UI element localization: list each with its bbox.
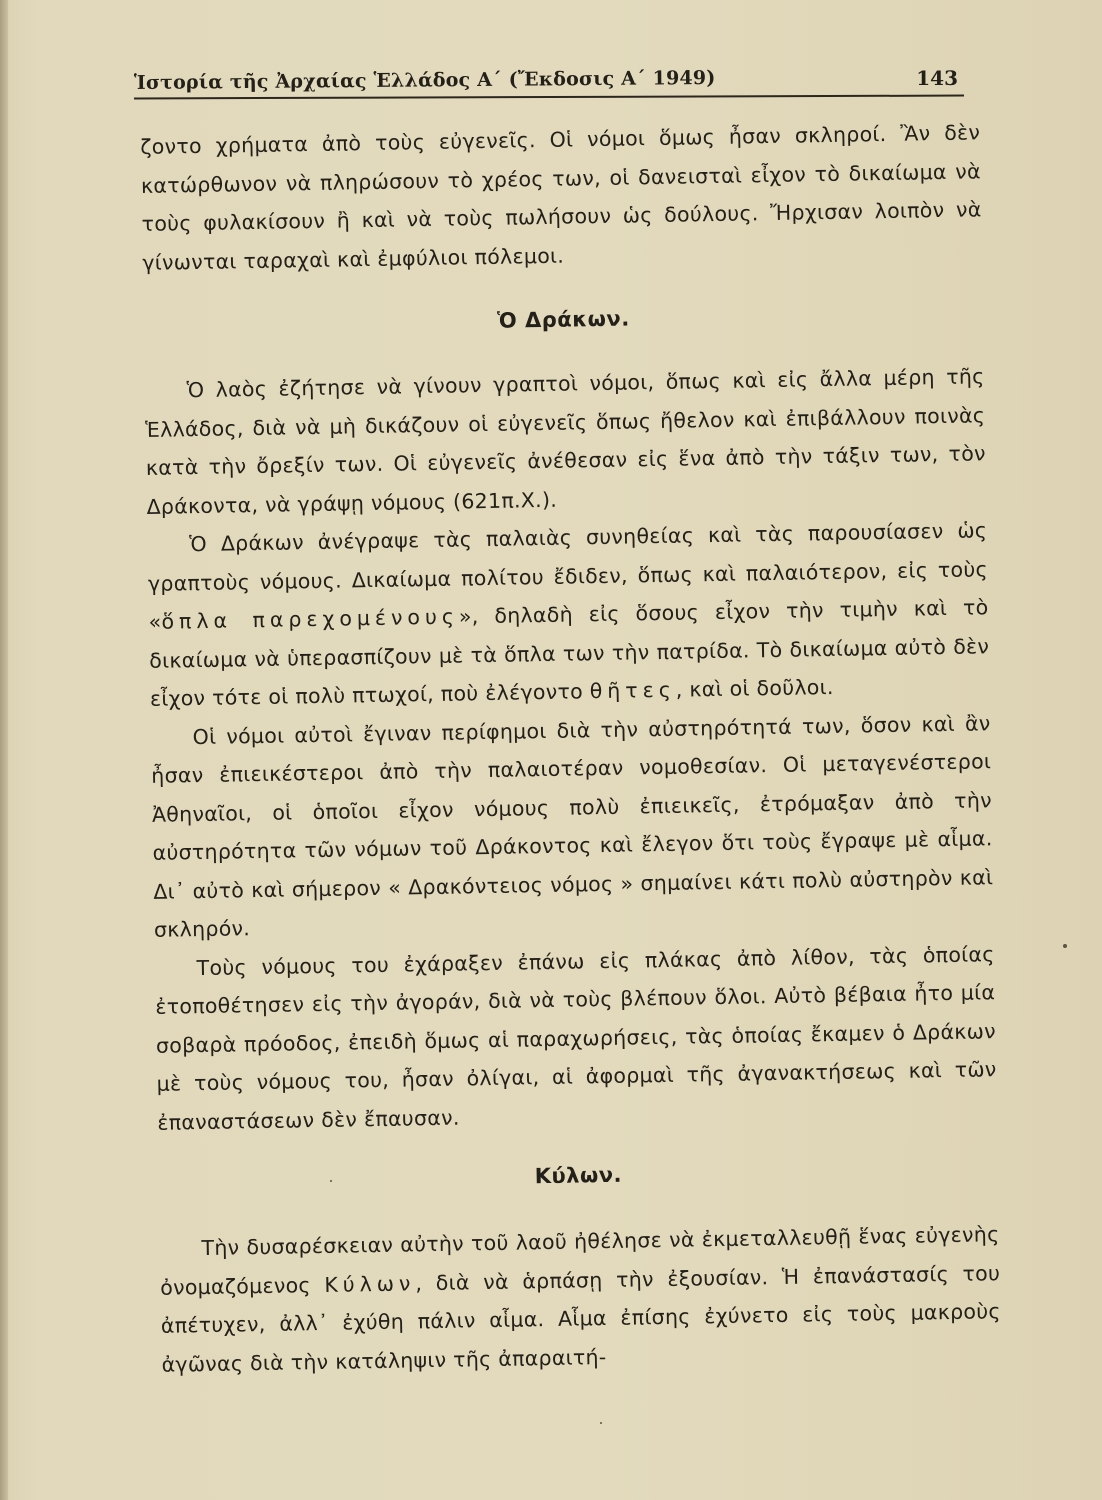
- term-thetes: θῆτες: [589, 677, 676, 704]
- page-spine-shadow: [0, 0, 8, 1500]
- page-number: 143: [916, 66, 958, 90]
- running-title: Ἱστορία τῆς Ἀρχαίας Ἑλλάδος Α΄ (Ἔκδοσις Α΄ 1949): [133, 66, 716, 94]
- page-header: [134, 66, 964, 98]
- paragraph-written-laws: Ὁ λαὸς ἐζήτησε νὰ γίνουν γραπτοὶ νόμοι, ὅπως καὶ εἰς ἄλλα μέρη τῆς Ἑλλάδος, διὰ νὰ μὴ δικάζουν οἱ εὐγενεῖς ὅπως ἤθελον καὶ ἐπιβάλλουν ποινὰς κατὰ τὴν ὄρεξίν των. Οἱ εὐγενεῖς ἀνέθεσαν εἰς ἕνα ἀπὸ τὴν τάξιν των, τὸν Δράκοντα, νὰ γράψῃ νόμους (621π.Χ.).: [145, 364, 987, 519]
- paper-speck: [1063, 944, 1067, 948]
- paragraph-drakon-laws: [147, 511, 990, 718]
- paragraph-drakon-laws-part-1: Ὁ Δράκων ἀνέγραψε τὰς παλαιὰς συνηθείας καὶ τὰς παρουσίασεν ὡς γραπτοὺς νόμους. Δικαίωμα πολίτου ἔδιδεν, ὅπως καὶ παλαιότερον, εἰς τοὺς «: [147, 518, 989, 634]
- section-heading-kylon: Κύλων.: [534, 1162, 623, 1189]
- paragraph-kylon-part-1: Τὴν δυσαρέσκειαν αὐτὴν τοῦ λαοῦ ἠθέλησε νὰ ἐκμεταλλευθῇ ἕνας εὐγενὴς ὀνομαζόμενος: [160, 1222, 1000, 1300]
- paragraph-drakon-laws-part-2: », δηλαδὴ εἰς ὅσους εἶχον τὴν τιμὴν καὶ τὸ δικαίωμα νὰ ὑπερασπίζουν μὲ τὰ ὅπλα των τὴν πατρίδα. Τὸ δικαίωμα αὐτὸ δὲν εἶχον τότε οἱ πολὺ πτωχοί, ποὺ ἐλέγοντο: [149, 595, 990, 711]
- paper-speck: [600, 1422, 602, 1424]
- term-hopla-parechomenous: ὅπλα παρεχομένους: [161, 604, 460, 634]
- term-kylon: Κύλων: [324, 1270, 416, 1297]
- paragraph-drakon-laws-part-3: , καὶ οἱ δοῦλοι.: [675, 674, 834, 702]
- paragraph-kylon: [159, 1215, 1002, 1384]
- paragraph-stone-tablets: Τοὺς νόμους του ἐχάραξεν ἐπάνω εἰς πλάκας ἀπὸ λίθον, τὰς ὁποίας ἐτοποθέτησεν εἰς τὴν ἀγοράν, διὰ νὰ τοὺς βλέπουν ὅλοι. Αὐτὸ βέβαια ἦτο μία σοβαρὰ πρόοδος, ἐπειδὴ ὅμως αἱ παραχωρήσεις, τὰς ὁποίας ἔκαμεν ὁ Δράκων μὲ τοὺς νόμους του, ἦσαν ὀλίγαι, αἱ ἀφορμαὶ τῆς ἀγανακτήσεως καὶ τῶν ἐπαναστάσεων δὲν ἔπαυσαν.: [155, 941, 997, 1135]
- paper-speck: [330, 1180, 332, 1182]
- paragraph-debt-laws: ζοντο χρήματα ἀπὸ τοὺς εὐγενεῖς. Οἱ νόμοι ὅμως ἦσαν σκληροί. Ἂν δὲν κατώρθωνον νὰ πληρώσουν τὸ χρέος των, οἱ δανεισταὶ εἶχον τὸ δικαίωμα νὰ τοὺς φυλακίσουν ἢ καὶ νὰ τοὺς πωλήσουν ὡς δούλους. Ἤρχισαν λοιπὸν νὰ γίνωνται ταραχαὶ καὶ ἐμφύλιοι πόλεμοι.: [140, 120, 982, 275]
- body-text: [140, 113, 1002, 1383]
- paragraph-severity: Οἱ νόμοι αὐτοὶ ἔγιναν περίφημοι διὰ τὴν αὐστηρότητά των, ὅσον καὶ ἂν ἦσαν ἐπιεικέστεροι ἀπὸ τὴν παλαιοτέραν νομοθεσίαν. Οἱ μεταγενέστεροι Ἀθηναῖοι, οἱ ὁποῖοι εἶχον νόμους πολὺ ἐπιεικεῖς, ἐτρόμαξαν ἀπὸ τὴν αὐστηρότητα τῶν νόμων τοῦ Δράκοντος καὶ ἔλεγον ὅτι τοὺς ἔγραψε μὲ αἷμα. Δι᾽ αὐτὸ καὶ σήμερον « Δρακόντειος νόμος » σημαίνει κάτι πολὺ αὐστηρὸν καὶ σκληρόν.: [151, 710, 994, 942]
- section-heading-drakon: Ὁ Δράκων.: [496, 306, 630, 333]
- paragraph-kylon-part-2: , διὰ νὰ ἁρπάσῃ τὴν ἐξουσίαν. Ἡ ἐπανάστασίς του ἀπέτυχεν, ἀλλ᾽ ἐχύθη πάλιν αἷμα. Αἷμα ἐπίσης ἐχύνετο εἰς τοὺς μακροὺς ἀγῶνας διὰ τὴν κατάληψιν τῆς ἀπαραιτή-: [160, 1260, 1001, 1377]
